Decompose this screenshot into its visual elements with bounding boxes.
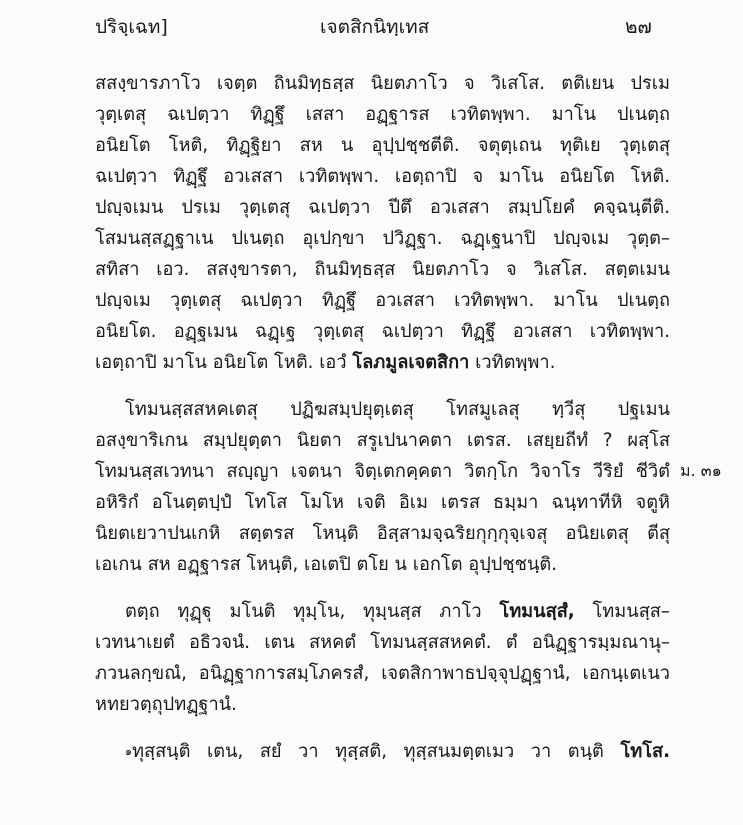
text-run: โทมนสฺส– (574, 601, 670, 622)
text-line: เอเกน สห อฏฺฐารส โหนฺติ, เอเตปิ ตโย น เอกโต อุปฺปชฺชนฺติ. (95, 554, 558, 575)
text-line: โทมนสฺสสหคเตสุ ปฏิฆสมฺปยุตฺเตสุ โทสมูเลสุ ทฺวีสุ ปฐเมน (125, 399, 670, 420)
text-line: ภวนลกฺขณํ, อนิฏฺฐาการสมฺโภครสํ, เจตสิกาพาธปจฺจุปฏฺฐานํ, เอกนฺเตเนว (95, 663, 670, 684)
text-line (95, 736, 670, 767)
text-line: เวทนาเยตํ อธิวจนํ. เตน สหคตํ โทมนสฺสสหคตํ. ตํ อนิฏฺฐารมฺมณานุ– (95, 632, 670, 653)
text-line: วุตฺเตสุ ฉเปตฺวา ทิฏฺฐึ เสสา อฏฺฐารส เวทิตพฺพา. มาโน ปเนตฺถ (95, 104, 670, 125)
text-line: หทยวตฺถุปทฏฺฐานํ. (95, 694, 237, 715)
text-line: สสงฺขารภาโว เจตฺต ถินมิทฺธสฺส นิยตภาโว จ วิเสโส. ตติเยน ปรเม (95, 73, 670, 94)
bold-term: โทโส. (620, 741, 670, 762)
text-run: เอตฺถาปิ มาโน อนิยโต โหติ. เอวํ (95, 352, 353, 373)
text-run: ทุสฺสนฺติ เตน, สยํ วา ทุสฺสติ, ทุสฺสนมตฺตเมว วา ตนฺติ (131, 741, 621, 762)
text-line: ปญฺจเมน ปรเม วุตฺเตสุ ฉเปตฺวา ปีตึ อวเสสา สมฺปโยคํ คจฺฉนฺตีติ. (95, 197, 670, 218)
paragraph-2 (95, 394, 670, 580)
text-line: ปญฺจเม วุตฺเตสุ ฉเปตฺวา ทิฏฺฐึ อวเสสา เวทิตพฺพา. มาโน ปเนตฺถ (95, 290, 670, 311)
text-line: โสมนสฺสฏฺฐาเน ปเนตฺถ อุเปกฺขา ปวิฏฺฐา. ฉฏฺเฐนาปิ ปญฺจเม วุตฺต– (95, 228, 670, 249)
running-title: เจตสิกนิทฺเทส (320, 16, 430, 38)
text-line: อนิยโต. อฏฺฐเมน ฉฏฺเฐ วุตฺเตสุ ฉเปตฺวา ทิฏฺฐึ อวเสสา เวทิตพฺพา. (95, 321, 670, 342)
text-line (95, 347, 670, 378)
bold-term: โลภมูลเจตสิกา (352, 352, 470, 373)
chapter-label: ปริจฺเฉท] (95, 16, 168, 38)
margin-reference: ม. ๓๑ (680, 461, 722, 480)
paragraph-1 (95, 68, 670, 378)
text-line: อนิยโต โหติ, ทิฏฺฐิยา สห น อุปฺปชฺชตีติ. จตุตฺเถน ทุติเย วุตฺเตสุ (95, 135, 670, 156)
text-line: อหิริกํ อโนตฺตปฺปํ โทโส โมโห เจติ อิเม เตรส ธมฺมา ฉนฺทาทีหิ จตูหิ (95, 492, 670, 513)
page-body (95, 68, 670, 767)
text-line: สทิสา เอว. สสงฺขารตา, ถินมิทฺธสฺส นิยตภาโว จ วิเสโส. สตฺตเมน (95, 259, 670, 280)
paragraph-4 (95, 736, 670, 767)
page-header (0, 8, 743, 38)
text-line: นิยตเยวาปนเกหิ สตฺตรส โหนฺติ อิสฺสามจฺฉริยกุกฺกุจฺเจสุ อนิยเตสุ ตีสุ (95, 523, 670, 544)
text-line (95, 596, 670, 627)
page-number: ๒๗ (625, 16, 652, 38)
bold-term: โทมนสฺสํ, (499, 601, 575, 622)
paragraph-3 (95, 596, 670, 720)
text-run: ตตฺถ ทุฏฺฐุ มโนติ ทุมฺโน, ทุมฺนสฺส ภาโว (125, 601, 500, 622)
text-line: ฉเปตฺวา ทิฏฺฐึ อวเสสา เวทิตพฺพา. เอตฺถาปิ จ มาโน อนิยโต โหติ. (95, 166, 670, 187)
footnote-marker: ๑ (125, 745, 132, 758)
text-line: โทมนสฺสเวทนา สญฺญา เจตนา จิตฺเตกคฺคตา วิตกฺโก วิจาโร วีริยํ ชีวิตํ (95, 461, 670, 482)
text-run: เวทิตพฺพา. (469, 352, 556, 373)
text-line: อสงฺขาริเกน สมฺปยุตฺตา นิยตา สรูเปนาคตา เตรส. เสยฺยถีทํ ? ผสฺโส (95, 430, 670, 451)
